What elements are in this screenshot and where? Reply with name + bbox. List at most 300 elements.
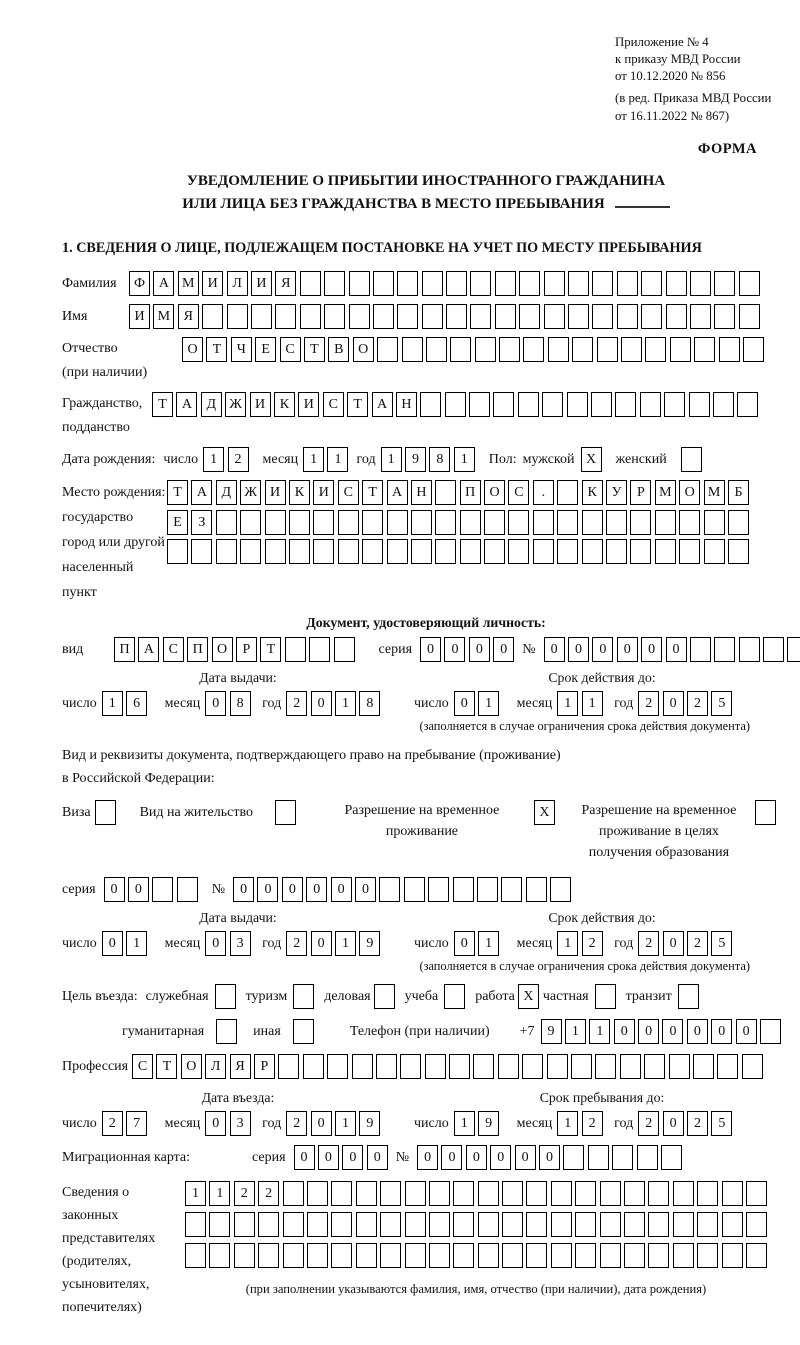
char-box[interactable] [746,1243,767,1268]
char-box[interactable]: 0 [128,877,149,902]
char-box[interactable] [501,877,522,902]
char-box[interactable] [331,1181,352,1206]
char-box[interactable] [518,392,539,417]
char-box[interactable] [478,1212,499,1237]
char-box[interactable]: Ч [231,337,252,362]
char-box[interactable] [714,637,735,662]
char-box[interactable]: 8 [359,691,380,716]
char-box[interactable]: В [328,337,349,362]
char-box[interactable] [728,510,749,535]
char-box[interactable] [460,539,481,564]
char-box[interactable] [713,392,734,417]
char-box[interactable] [428,877,449,902]
char-box[interactable]: 2 [687,1111,708,1136]
char-box[interactable]: С [508,480,529,505]
char-box[interactable]: 0 [104,877,125,902]
char-box[interactable]: 0 [205,691,226,716]
char-box[interactable]: 0 [539,1145,560,1170]
char-box[interactable] [373,304,394,329]
char-box[interactable] [519,271,540,296]
char-box[interactable] [251,304,272,329]
char-box[interactable]: 1 [557,691,578,716]
char-box[interactable] [334,637,355,662]
char-box[interactable]: У [606,480,627,505]
char-box[interactable] [352,1054,373,1079]
char-box[interactable]: О [182,337,203,362]
char-box[interactable]: 8 [230,691,251,716]
char-box[interactable] [572,337,593,362]
char-box[interactable] [582,539,603,564]
char-box[interactable] [606,539,627,564]
char-box[interactable] [522,1054,543,1079]
char-box[interactable]: Т [362,480,383,505]
char-box[interactable]: Ж [240,480,261,505]
char-box[interactable]: 2 [286,691,307,716]
char-box[interactable]: 0 [233,877,254,902]
char-box[interactable] [760,1019,781,1044]
char-box[interactable]: 9 [541,1019,562,1044]
char-box[interactable] [728,539,749,564]
char-box[interactable] [669,1054,690,1079]
char-box[interactable] [666,271,687,296]
char-box[interactable] [303,1054,324,1079]
char-box[interactable] [679,510,700,535]
char-box[interactable] [411,510,432,535]
char-box[interactable] [508,510,529,535]
char-box[interactable]: 3 [230,1111,251,1136]
char-box[interactable]: С [163,637,184,662]
char-box[interactable] [567,392,588,417]
char-box[interactable]: 0 [568,637,589,662]
char-box[interactable]: 2 [102,1111,123,1136]
sex-female-checkbox[interactable] [681,447,702,472]
char-box[interactable] [673,1181,694,1206]
char-box[interactable] [265,539,286,564]
char-box[interactable]: 9 [359,1111,380,1136]
char-box[interactable]: 0 [441,1145,462,1170]
visa-checkbox[interactable] [95,800,116,825]
char-box[interactable]: 0 [663,1111,684,1136]
char-box[interactable] [405,1243,426,1268]
char-box[interactable]: 1 [565,1019,586,1044]
char-box[interactable]: 2 [228,447,249,472]
char-box[interactable] [704,510,725,535]
char-box[interactable] [661,1145,682,1170]
char-box[interactable]: 0 [544,637,565,662]
char-box[interactable]: 0 [318,1145,339,1170]
char-box[interactable]: И [265,480,286,505]
char-box[interactable] [551,1212,572,1237]
char-box[interactable]: 0 [417,1145,438,1170]
char-box[interactable] [283,1243,304,1268]
purpose-business-checkbox[interactable] [374,984,395,1009]
char-box[interactable]: 0 [311,1111,332,1136]
char-box[interactable] [655,510,676,535]
char-box[interactable]: 0 [367,1145,388,1170]
char-box[interactable] [575,1243,596,1268]
char-box[interactable] [473,1054,494,1079]
char-box[interactable]: С [323,392,344,417]
char-box[interactable] [722,1243,743,1268]
char-box[interactable]: Е [255,337,276,362]
char-box[interactable] [478,1181,499,1206]
char-box[interactable]: 0 [311,931,332,956]
char-box[interactable] [787,637,800,662]
char-box[interactable]: К [274,392,295,417]
char-box[interactable] [470,304,491,329]
char-box[interactable]: 9 [405,447,426,472]
char-box[interactable]: 1 [335,931,356,956]
char-box[interactable] [498,1054,519,1079]
char-box[interactable]: Н [396,392,417,417]
char-box[interactable] [502,1212,523,1237]
char-box[interactable] [216,539,237,564]
char-box[interactable] [615,392,636,417]
char-box[interactable]: 1 [102,691,123,716]
char-box[interactable] [387,510,408,535]
char-box[interactable] [544,271,565,296]
char-box[interactable] [714,271,735,296]
char-box[interactable] [571,1054,592,1079]
char-box[interactable]: 1 [454,447,475,472]
char-box[interactable]: 0 [592,637,613,662]
char-box[interactable]: 0 [454,931,475,956]
purpose-humanitarian-checkbox[interactable] [216,1019,237,1044]
char-box[interactable] [526,1181,547,1206]
char-box[interactable] [362,510,383,535]
char-box[interactable]: Т [347,392,368,417]
char-box[interactable] [722,1181,743,1206]
char-box[interactable]: О [212,637,233,662]
char-box[interactable]: Я [230,1054,251,1079]
char-box[interactable] [737,392,758,417]
char-box[interactable] [405,1181,426,1206]
char-box[interactable]: 2 [582,1111,603,1136]
char-box[interactable] [234,1243,255,1268]
char-box[interactable] [435,480,456,505]
char-box[interactable] [493,392,514,417]
char-box[interactable]: Т [152,392,173,417]
char-box[interactable]: 0 [666,637,687,662]
char-box[interactable]: 2 [638,1111,659,1136]
char-box[interactable]: 1 [478,691,499,716]
char-box[interactable]: Т [206,337,227,362]
char-box[interactable]: 0 [454,691,475,716]
char-box[interactable]: М [178,271,199,296]
char-box[interactable] [595,1054,616,1079]
char-box[interactable] [289,539,310,564]
char-box[interactable]: 0 [311,691,332,716]
temp-permit-checkbox[interactable]: X [534,800,555,825]
char-box[interactable]: 0 [663,931,684,956]
char-box[interactable] [526,1212,547,1237]
char-box[interactable]: 2 [638,931,659,956]
char-box[interactable]: А [372,392,393,417]
char-box[interactable]: Ф [129,271,150,296]
char-box[interactable] [600,1212,621,1237]
char-box[interactable] [470,271,491,296]
char-box[interactable] [313,510,334,535]
char-box[interactable]: К [582,480,603,505]
char-box[interactable] [258,1212,279,1237]
char-box[interactable]: А [176,392,197,417]
char-box[interactable]: 0 [205,931,226,956]
char-box[interactable] [746,1181,767,1206]
char-box[interactable]: 1 [209,1181,230,1206]
char-box[interactable]: 0 [257,877,278,902]
char-box[interactable]: Т [304,337,325,362]
char-box[interactable]: Т [260,637,281,662]
char-box[interactable] [356,1181,377,1206]
char-box[interactable] [743,337,764,362]
char-box[interactable]: Р [236,637,257,662]
char-box[interactable] [592,304,613,329]
char-box[interactable] [575,1181,596,1206]
char-box[interactable] [637,1145,658,1170]
char-box[interactable]: 1 [589,1019,610,1044]
char-box[interactable] [508,539,529,564]
char-box[interactable] [380,1243,401,1268]
char-box[interactable] [484,539,505,564]
char-box[interactable] [377,337,398,362]
char-box[interactable] [640,392,661,417]
char-box[interactable] [495,304,516,329]
char-box[interactable] [575,1212,596,1237]
char-box[interactable] [519,304,540,329]
char-box[interactable]: 1 [335,691,356,716]
char-box[interactable]: С [338,480,359,505]
char-box[interactable] [568,304,589,329]
char-box[interactable] [582,510,603,535]
char-box[interactable]: Ж [225,392,246,417]
char-box[interactable] [420,392,441,417]
char-box[interactable]: 1 [557,931,578,956]
char-box[interactable] [327,1054,348,1079]
char-box[interactable]: 0 [663,691,684,716]
char-box[interactable]: 0 [466,1145,487,1170]
char-box[interactable] [460,510,481,535]
char-box[interactable] [495,271,516,296]
char-box[interactable] [404,877,425,902]
char-box[interactable] [469,392,490,417]
char-box[interactable] [697,1181,718,1206]
char-box[interactable] [697,1212,718,1237]
char-box[interactable]: 1 [454,1111,475,1136]
char-box[interactable] [742,1054,763,1079]
char-box[interactable]: О [181,1054,202,1079]
char-box[interactable] [429,1243,450,1268]
char-box[interactable] [349,304,370,329]
char-box[interactable] [331,1212,352,1237]
purpose-private-checkbox[interactable] [595,984,616,1009]
char-box[interactable] [356,1212,377,1237]
char-box[interactable] [620,1054,641,1079]
char-box[interactable] [373,271,394,296]
char-box[interactable]: И [313,480,334,505]
char-box[interactable]: 2 [582,931,603,956]
char-box[interactable] [475,337,496,362]
char-box[interactable]: 1 [327,447,348,472]
char-box[interactable] [526,877,547,902]
char-box[interactable]: 1 [335,1111,356,1136]
char-box[interactable] [739,637,760,662]
char-box[interactable] [612,1145,633,1170]
purpose-other-checkbox[interactable] [293,1019,314,1044]
char-box[interactable] [309,637,330,662]
char-box[interactable]: 0 [614,1019,635,1044]
char-box[interactable]: 0 [282,877,303,902]
char-box[interactable]: Т [156,1054,177,1079]
char-box[interactable] [484,510,505,535]
char-box[interactable] [645,337,666,362]
char-box[interactable] [429,1212,450,1237]
char-box[interactable]: А [387,480,408,505]
char-box[interactable]: 1 [126,931,147,956]
char-box[interactable]: З [191,510,212,535]
char-box[interactable] [600,1243,621,1268]
char-box[interactable] [185,1212,206,1237]
char-box[interactable]: 0 [515,1145,536,1170]
char-box[interactable] [673,1243,694,1268]
char-box[interactable]: 1 [303,447,324,472]
char-box[interactable]: 0 [490,1145,511,1170]
char-box[interactable] [240,539,261,564]
purpose-study-checkbox[interactable] [444,984,465,1009]
char-box[interactable]: 1 [478,931,499,956]
char-box[interactable]: 2 [687,691,708,716]
char-box[interactable] [450,337,471,362]
char-box[interactable] [387,539,408,564]
char-box[interactable] [380,1212,401,1237]
char-box[interactable] [624,1243,645,1268]
char-box[interactable] [429,1181,450,1206]
purpose-official-checkbox[interactable] [215,984,236,1009]
char-box[interactable]: О [679,480,700,505]
char-box[interactable] [362,539,383,564]
char-box[interactable] [568,271,589,296]
char-box[interactable] [258,1243,279,1268]
char-box[interactable]: О [353,337,374,362]
char-box[interactable]: И [129,304,150,329]
char-box[interactable]: 2 [258,1181,279,1206]
char-box[interactable]: 1 [557,1111,578,1136]
char-box[interactable] [533,539,554,564]
char-box[interactable] [591,392,612,417]
char-box[interactable] [722,1212,743,1237]
char-box[interactable] [446,304,467,329]
char-box[interactable] [648,1212,669,1237]
char-box[interactable] [307,1181,328,1206]
char-box[interactable] [402,337,423,362]
char-box[interactable] [300,304,321,329]
char-box[interactable] [400,1054,421,1079]
char-box[interactable] [209,1212,230,1237]
char-box[interactable]: П [187,637,208,662]
sex-male-checkbox[interactable]: X [581,447,602,472]
char-box[interactable] [376,1054,397,1079]
edu-permit-checkbox[interactable] [755,800,776,825]
char-box[interactable]: М [153,304,174,329]
char-box[interactable]: Я [275,271,296,296]
char-box[interactable] [548,337,569,362]
char-box[interactable] [453,1243,474,1268]
char-box[interactable] [690,304,711,329]
char-box[interactable] [644,1054,665,1079]
char-box[interactable] [191,539,212,564]
char-box[interactable] [177,877,198,902]
char-box[interactable]: 5 [711,691,732,716]
char-box[interactable] [425,1054,446,1079]
char-box[interactable] [397,271,418,296]
char-box[interactable] [283,1212,304,1237]
char-box[interactable] [717,1054,738,1079]
char-box[interactable]: Р [254,1054,275,1079]
char-box[interactable] [435,510,456,535]
char-box[interactable]: 0 [444,637,465,662]
char-box[interactable] [563,1145,584,1170]
char-box[interactable] [216,510,237,535]
char-box[interactable] [356,1243,377,1268]
char-box[interactable]: И [250,392,271,417]
purpose-work-checkbox[interactable]: X [518,984,539,1009]
char-box[interactable] [557,510,578,535]
char-box[interactable] [502,1243,523,1268]
char-box[interactable]: 2 [638,691,659,716]
char-box[interactable] [600,1181,621,1206]
char-box[interactable] [445,392,466,417]
char-box[interactable]: 1 [582,691,603,716]
char-box[interactable] [597,337,618,362]
char-box[interactable]: 8 [429,447,450,472]
char-box[interactable]: Д [216,480,237,505]
char-box[interactable] [478,1243,499,1268]
char-box[interactable] [664,392,685,417]
char-box[interactable]: М [704,480,725,505]
char-box[interactable]: 0 [294,1145,315,1170]
char-box[interactable]: 6 [126,691,147,716]
char-box[interactable] [624,1181,645,1206]
char-box[interactable] [379,877,400,902]
char-box[interactable]: 9 [359,931,380,956]
char-box[interactable] [426,337,447,362]
char-box[interactable] [630,539,651,564]
char-box[interactable] [324,271,345,296]
char-box[interactable]: Б [728,480,749,505]
char-box[interactable] [278,1054,299,1079]
char-box[interactable]: П [114,637,135,662]
char-box[interactable]: 5 [711,931,732,956]
char-box[interactable]: Н [411,480,432,505]
char-box[interactable] [551,1181,572,1206]
char-box[interactable]: 0 [662,1019,683,1044]
char-box[interactable]: И [251,271,272,296]
char-box[interactable] [693,1054,714,1079]
char-box[interactable] [275,304,296,329]
char-box[interactable]: А [138,637,159,662]
char-box[interactable] [453,877,474,902]
char-box[interactable] [300,271,321,296]
char-box[interactable]: И [298,392,319,417]
char-box[interactable] [453,1181,474,1206]
char-box[interactable]: . [533,480,554,505]
char-box[interactable]: 9 [478,1111,499,1136]
char-box[interactable]: П [460,480,481,505]
char-box[interactable] [285,637,306,662]
char-box[interactable] [313,539,334,564]
char-box[interactable] [542,392,563,417]
char-box[interactable]: Л [227,271,248,296]
char-box[interactable] [167,539,188,564]
